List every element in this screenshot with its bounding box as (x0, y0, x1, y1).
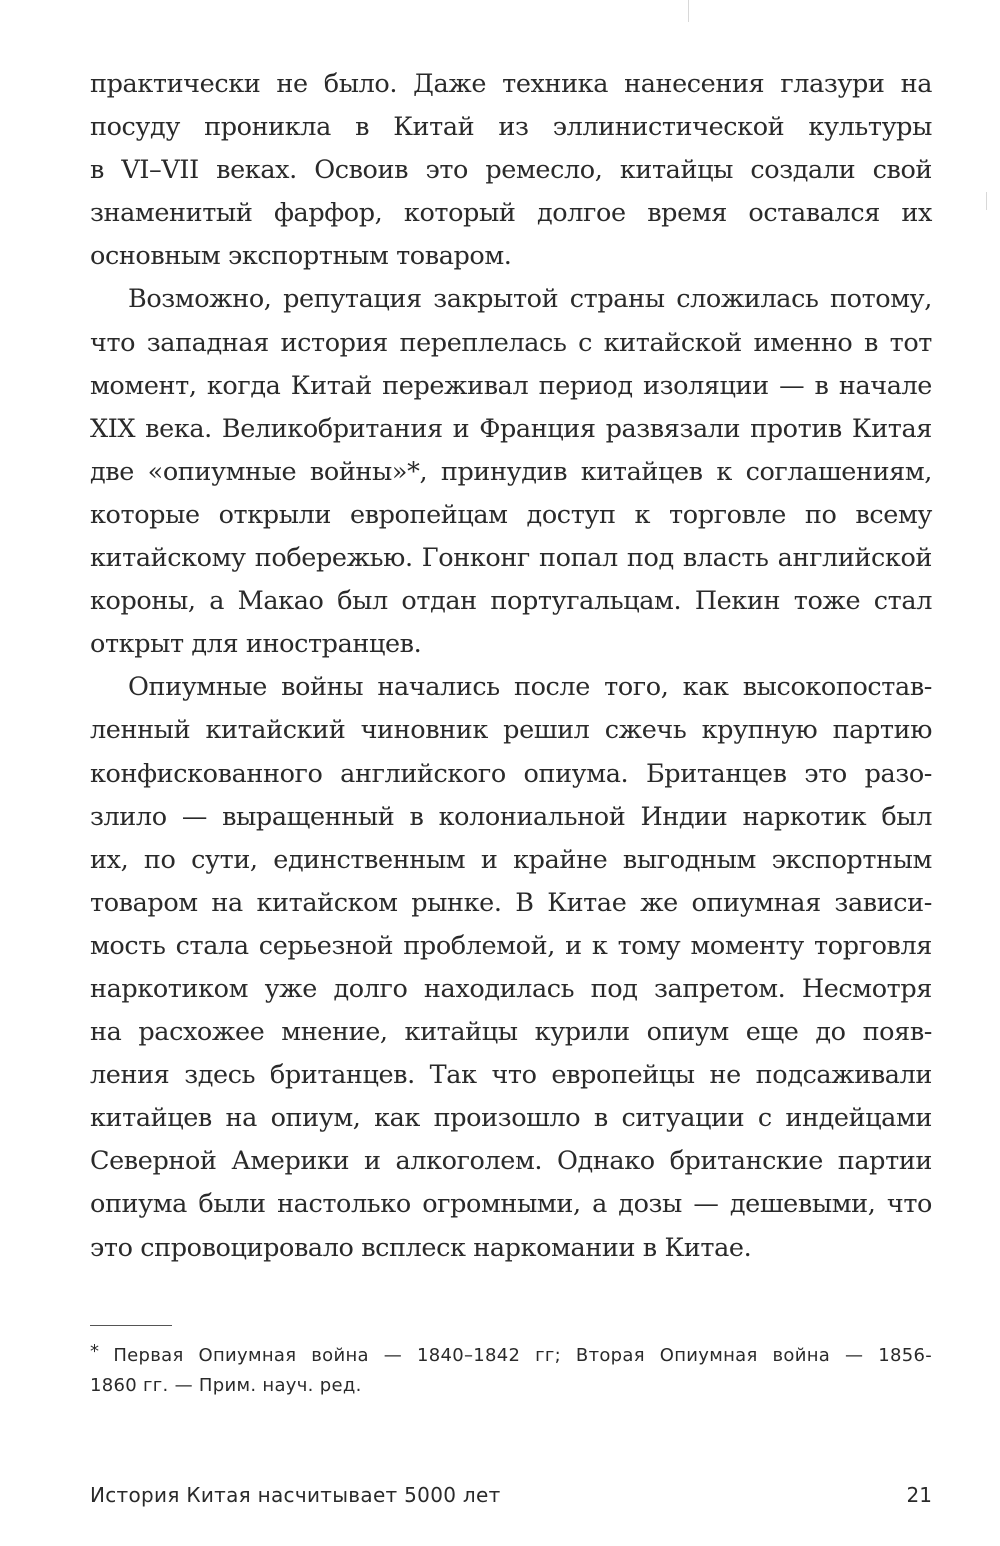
text-line: в VI–VII веках. Освоив это ремесло, китайцы создали свой (90, 155, 932, 186)
text-line: на расхожее мнение, китайцы курили опиум еще до появ- (90, 1017, 932, 1048)
text-line: две «опиумные войны»*, принудив китайцев к соглашениям, (90, 456, 932, 487)
text-line: Северной Америки и алкоголем. Однако британские партии (90, 1146, 932, 1177)
footnote-separator (90, 1325, 172, 1326)
text-line: основным экспортным товаром. (90, 241, 512, 272)
text-line: короны, а Макао был отдан португальцам. Пекин тоже стал (90, 586, 932, 617)
text-line: это спровоцировало всплеск наркомании в Китае. (90, 1232, 752, 1263)
page-number: 21 (906, 1483, 932, 1507)
text-line: наркотиком уже долго находилась под запретом. Несмотря (90, 973, 932, 1004)
text-line: злило — выращенный в колониальной Индии наркотик был (90, 801, 932, 832)
text-line: ленный китайский чиновник решил сжечь крупную партию (90, 715, 932, 746)
page-edge-mark (688, 0, 689, 22)
running-footer (90, 1480, 932, 1510)
text-line: конфискованного английского опиума. Британцев это разо- (90, 758, 932, 789)
text-line: Опиумные войны начались после того, как высокопостав- (128, 672, 932, 703)
text-line: которые открыли европейцам доступ к торговле по всему (90, 499, 932, 530)
footnote-text: Первая Опиумная война — 1840–1842 гг; Вторая Опиумная война — 1856- (113, 1345, 932, 1366)
running-title: История Китая насчитывает 5000 лет (90, 1483, 501, 1507)
text-line: знаменитый фарфор, который долгое время оставался их (90, 198, 932, 229)
footnote-marker: * (90, 1341, 100, 1362)
text-line: Возможно, репутация закрытой страны сложилась потому, (128, 284, 932, 315)
text-line: опиума были настолько огромными, а дозы — дешевыми, что (90, 1189, 932, 1220)
text-line: посуду проникла в Китай из эллинистической культуры (90, 112, 932, 143)
text-line: товаром на китайском рынке. В Китае же опиумная зависи- (90, 887, 932, 918)
text-line: ления здесь британцев. Так что европейцы не подсаживали (90, 1060, 932, 1091)
text-line: открыт для иностранцев. (90, 629, 422, 660)
text-line: китайцев на опиум, как произошло в ситуации с индейцами (90, 1103, 932, 1134)
text-line: мость стала серьезной проблемой, и к тому моменту торговля (90, 930, 932, 961)
footnote-line (90, 1335, 932, 1369)
text-line: момент, когда Китай переживал период изоляции — в начале (90, 370, 932, 401)
body-text (90, 63, 932, 1270)
text-line: что западная история переплелась с китайской именно в тот (90, 327, 932, 358)
footnote (90, 1335, 932, 1403)
page-edge-mark (986, 192, 987, 210)
footnote-line: 1860 гг. — Прим. науч. ред. (90, 1375, 362, 1396)
text-line: китайскому побережью. Гонконг попал под власть английской (90, 543, 932, 574)
text-line: их, по сути, единственным и крайне выгодным экспортным (90, 844, 932, 875)
text-line: практически не было. Даже техника нанесения глазури на (90, 69, 932, 99)
text-line: XIX века. Великобритания и Франция развязали против Китая (90, 413, 932, 444)
